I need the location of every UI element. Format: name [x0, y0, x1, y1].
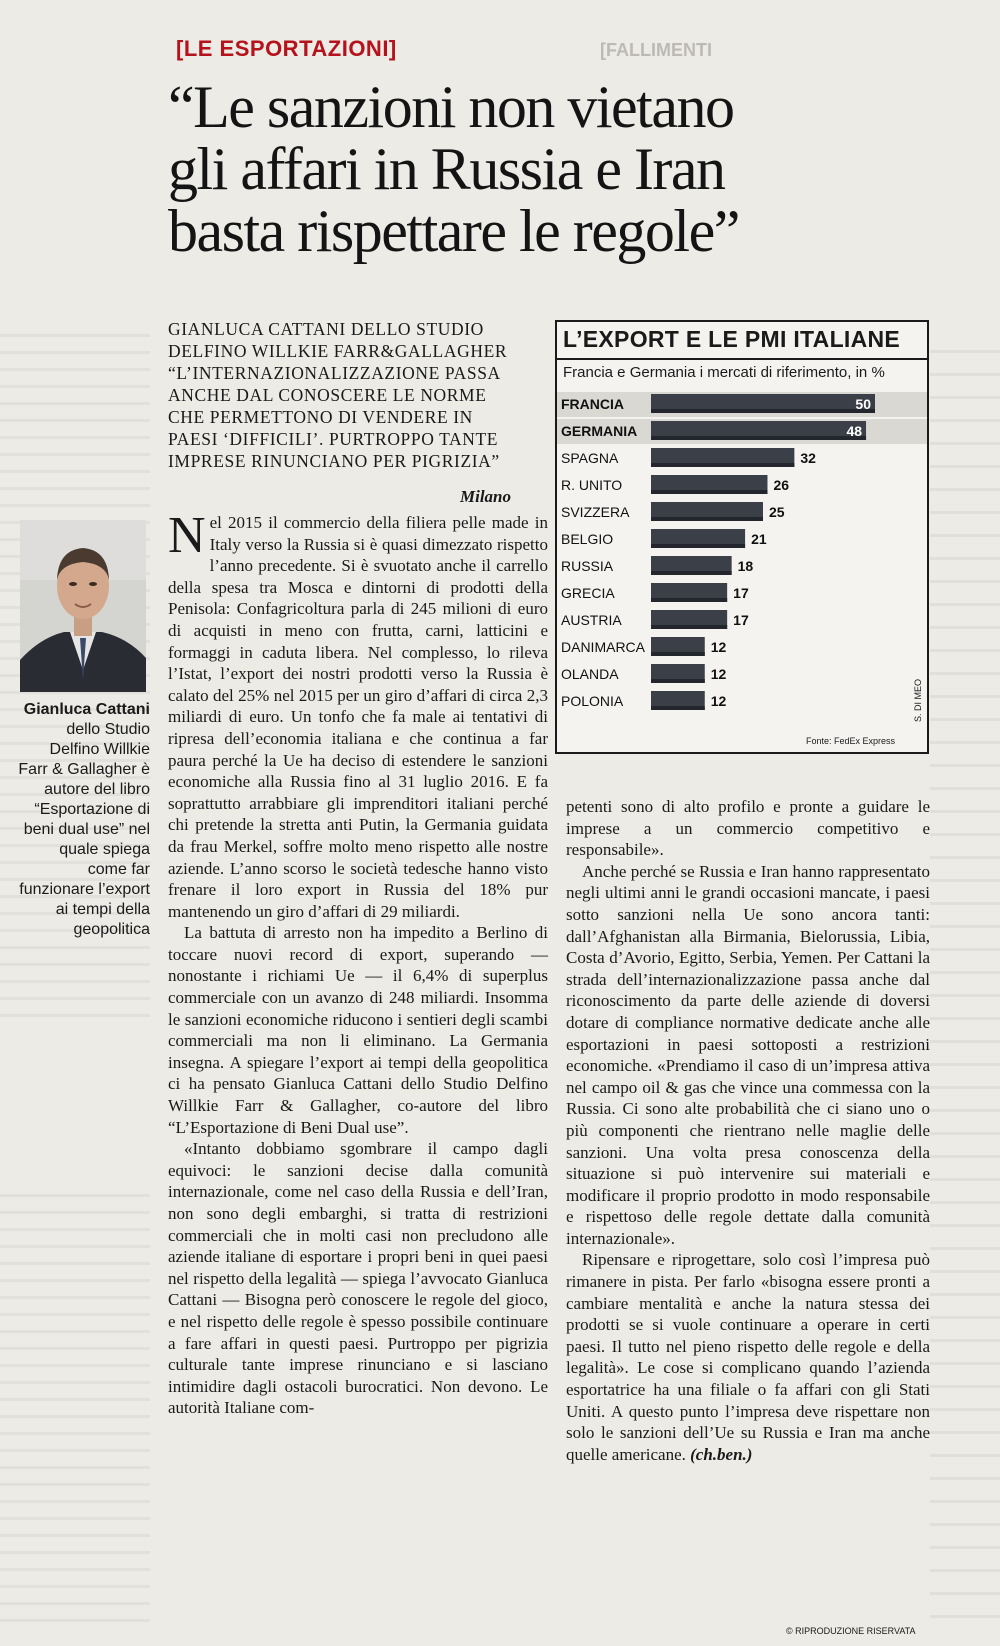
- deck-line: ANCHE DAL CONOSCERE LE NORME: [168, 385, 487, 405]
- value-label: 21: [751, 531, 767, 547]
- paragraph: Anche perché se Russia e Iran hanno rappresentato negli ultimi anni le grandi occasioni mancate, i paesi sotto sanzioni nella Ue sono ancora tanti: dall’Afghanistan alla Birmania, Bielorussia, Libia, Costa d’Avorio, Egitto, Serbia, Yemen. Per Cattani la strada dell’internazionalizzazione passa anche dal riconoscimento da parte delle aziende di doversi dotare di compliance normative dedicate anche alle esportazioni in paesi sottoposti a restrizioni economiche. «Prendiamo il caso di un’impresa attiva nel campo oil & gas che vince una commessa con la Russia. Ci sono alte probabilità che ci siano uno o più componenti che rientrano nelle maglie delle sanzioni. Una volta presa conoscenza della situazione si può intervenire sui materiali e modificare il proprio prodotto in modo responsabile e rispettoso delle regole dettate dalla comunità internazionale».: [566, 861, 930, 1248]
- photo-caption: [16, 700, 150, 940]
- category-label: AUSTRIA: [561, 612, 622, 628]
- deck-line: IMPRESE RINUNCIANO PER PIGRIZIA”: [168, 451, 500, 471]
- bar-shade: [651, 652, 705, 656]
- bar-shade: [651, 625, 727, 629]
- value-label: 12: [710, 693, 727, 709]
- article-column-1: [168, 507, 548, 1419]
- chart-title-rule: [557, 358, 927, 360]
- bar-shade: [651, 463, 794, 467]
- value-label: 12: [710, 639, 727, 655]
- category-label: FRANCIA: [561, 396, 624, 412]
- value-label: 50: [855, 396, 871, 412]
- value-label: 25: [769, 504, 785, 520]
- paragraph: «Intanto dobbiamo sgombrare il campo dagli equivoci: le sanzioni decise dalla comunità internazionale, come nel caso della Russia e dell’Iran, non sono degli embarghi, si tratta di restrizioni commerciali che in molti casi non precludono alle aziende italiane di esportare i propri beni in quei paesi nel rispetto della legalità — spiega l’avvocato Gianluca Cattani — Bisogna però conoscere le regole del gioco, e nel rispetto delle regole è spesso possibile continuare a fare affari in questi paesi. Purtroppo per pigrizia culturale tante imprese rinunciano e si lasciano intimidire dagli ostacoli burocratici. Non devono. Le autorità Italiane com-: [168, 1139, 548, 1418]
- paragraph: [566, 1249, 930, 1465]
- bar-shade: [651, 679, 705, 683]
- headline: [168, 76, 928, 262]
- drop-cap: N: [168, 507, 206, 564]
- portrait-photo: [20, 520, 146, 692]
- dateline: Milano: [460, 487, 512, 506]
- caption-name: Gianluca Cattani: [23, 701, 150, 718]
- paragraph: La battuta di arresto non ha impedito a Berlino di toccare nuovi record di export, superando — nonostante i richiami Ue — il 6,4% di superplus commerciale con un avanzo di 248 miliardi. Insomma le sanzioni economiche riducono i sentieri degli scambi commerciali ma non li eliminano. La Germania insegna. A spiegare l’export ai tempi della geopolitica ci ha pensato Gianluca Cattani dello Studio Delfino Willkie Farr & Gallagher, co-autore del libro “L’Esportazione di Beni Dual use”.: [168, 923, 548, 1137]
- headline-line: gli affari in Russia e Iran: [168, 136, 725, 202]
- bar-shade: [651, 544, 745, 548]
- category-label: OLANDA: [561, 666, 619, 682]
- portrait-illustration: [20, 520, 146, 692]
- bar-shade: [651, 598, 727, 602]
- deck-line: “L’INTERNAZIONALIZZAZIONE PASSA: [168, 363, 501, 383]
- value-label: 18: [737, 558, 754, 574]
- article-column-2: [566, 796, 930, 1465]
- category-label: GERMANIA: [561, 423, 638, 439]
- category-label: BELGIO: [561, 531, 614, 547]
- bar-shade: [651, 436, 866, 440]
- headline-line: basta rispettare le regole”: [168, 198, 739, 264]
- category-label: SVIZZERA: [561, 504, 630, 520]
- bar-shade: [651, 409, 875, 413]
- bar-shade: [651, 571, 732, 575]
- deck-line: GIANLUCA CATTANI DELLO STUDIO: [168, 319, 484, 339]
- bar-shade: [651, 490, 767, 494]
- chart-credit: S. DI MEO: [913, 678, 923, 722]
- value-label: 48: [846, 423, 863, 439]
- category-label: R. UNITO: [561, 477, 623, 493]
- author-signoff: (ch.ben.): [690, 1444, 753, 1464]
- caption-text: dello Studio Delfino Willkie Farr & Gallagher è autore del libro “Esportazione di beni dual use” nel quale spiega come far funzionare l’export ai tempi della geopolitica: [18, 721, 150, 938]
- adjacent-article-bleed-right: [930, 330, 1000, 1630]
- category-label: DANIMARCA: [561, 639, 646, 655]
- bar-chart: [557, 390, 927, 730]
- copyright-notice: © RIPRODUZIONE RISERVATA: [786, 1626, 916, 1636]
- chart-title: L’EXPORT E LE PMI ITALIANE: [563, 326, 901, 352]
- headline-line: “Le sanzioni non vietano: [168, 74, 734, 140]
- chart-box: [555, 320, 929, 754]
- adjacent-article-bleed-lower: [0, 1180, 150, 1630]
- category-label: POLONIA: [561, 693, 624, 709]
- paragraph: petenti sono di alto profilo e pronte a guidare le imprese a un commercio competitivo e responsabile».: [566, 797, 930, 860]
- deck-line: PAESI ‘DIFFICILI’. PURTROPPO TANTE: [168, 429, 499, 449]
- paragraph-text: Ripensare e riprogettare, solo così l’impresa può rimanere in pista. Per farlo «bisogna essere pronti a cambiare mentalità e anche la natura stessa dei prodotti se si vuole continuare a operare in certi paesi. Il tutto nel pieno rispetto delle regole e della legalità». Le cose si complicano quando l’azienda esportatrice ha una filiale o fa affari con gli Stati Uniti. A questo punto l’impresa deve rispettare non solo le sanzioni dell’Ue su Russia e Iran ma anche quelle americane.: [566, 1250, 930, 1464]
- chart-subtitle: Francia e Germania i mercati di riferimento, in %: [563, 364, 885, 381]
- paragraph: [168, 507, 548, 922]
- value-label: 17: [733, 612, 749, 628]
- adjacent-kicker: [FALLIMENTI: [600, 40, 712, 60]
- chart-source: Fonte: FedEx Express: [805, 736, 895, 746]
- value-label: 26: [773, 477, 790, 493]
- category-label: RUSSIA: [561, 558, 614, 574]
- bar-shade: [651, 706, 705, 710]
- value-label: 12: [710, 666, 727, 682]
- deck-line: CHE PERMETTONO DI VENDERE IN: [168, 407, 473, 427]
- deck-subheading: [168, 318, 548, 472]
- value-label: 32: [800, 450, 816, 466]
- section-kicker: [LE ESPORTAZIONI]: [176, 36, 397, 61]
- category-label: GRECIA: [561, 585, 615, 601]
- paragraph-text: el 2015 il commercio della filiera pelle made in Italy verso la Russia si è quasi dimezzato rispetto l’anno precedente. Si è svuotato anche il carrello della spesa tra Mosca e dintorni di prodotti della Penisola: Confagricoltura parla di 245 milioni di euro di acquisti in meno con frutta, carni, latticini e formaggi in caduta libera. Nel complesso, lo rileva l’Istat, l’export dei nostri prodotti verso la Russia è calato del 25% nel 2015 per un giro d’affari di circa 2,3 miliardi di euro. Un tonfo che fa male ai tentativi di ripresa dell’economia italiana e che continua a far paura perché la Ue ha deciso di estendere le sanzioni economiche alla Russia fino al 31 luglio 2016. E fa soprattutto arrabbiare gli imprenditori italiani perché chi pretende la stretta anti Putin, la Germania guidata da frau Merkel, soffre molto meno rispetto alle nostre aziende. L’anno scorso le società tedesche hanno visto frenare il loro export in Russia del 18% pur mantenendo un giro d’affari di 29 miliardi.: [168, 513, 548, 921]
- bar-shade: [651, 517, 763, 521]
- deck-line: DELFINO WILLKIE FARR&GALLAGHER: [168, 341, 508, 361]
- value-label: 17: [733, 585, 749, 601]
- category-label: SPAGNA: [561, 450, 619, 466]
